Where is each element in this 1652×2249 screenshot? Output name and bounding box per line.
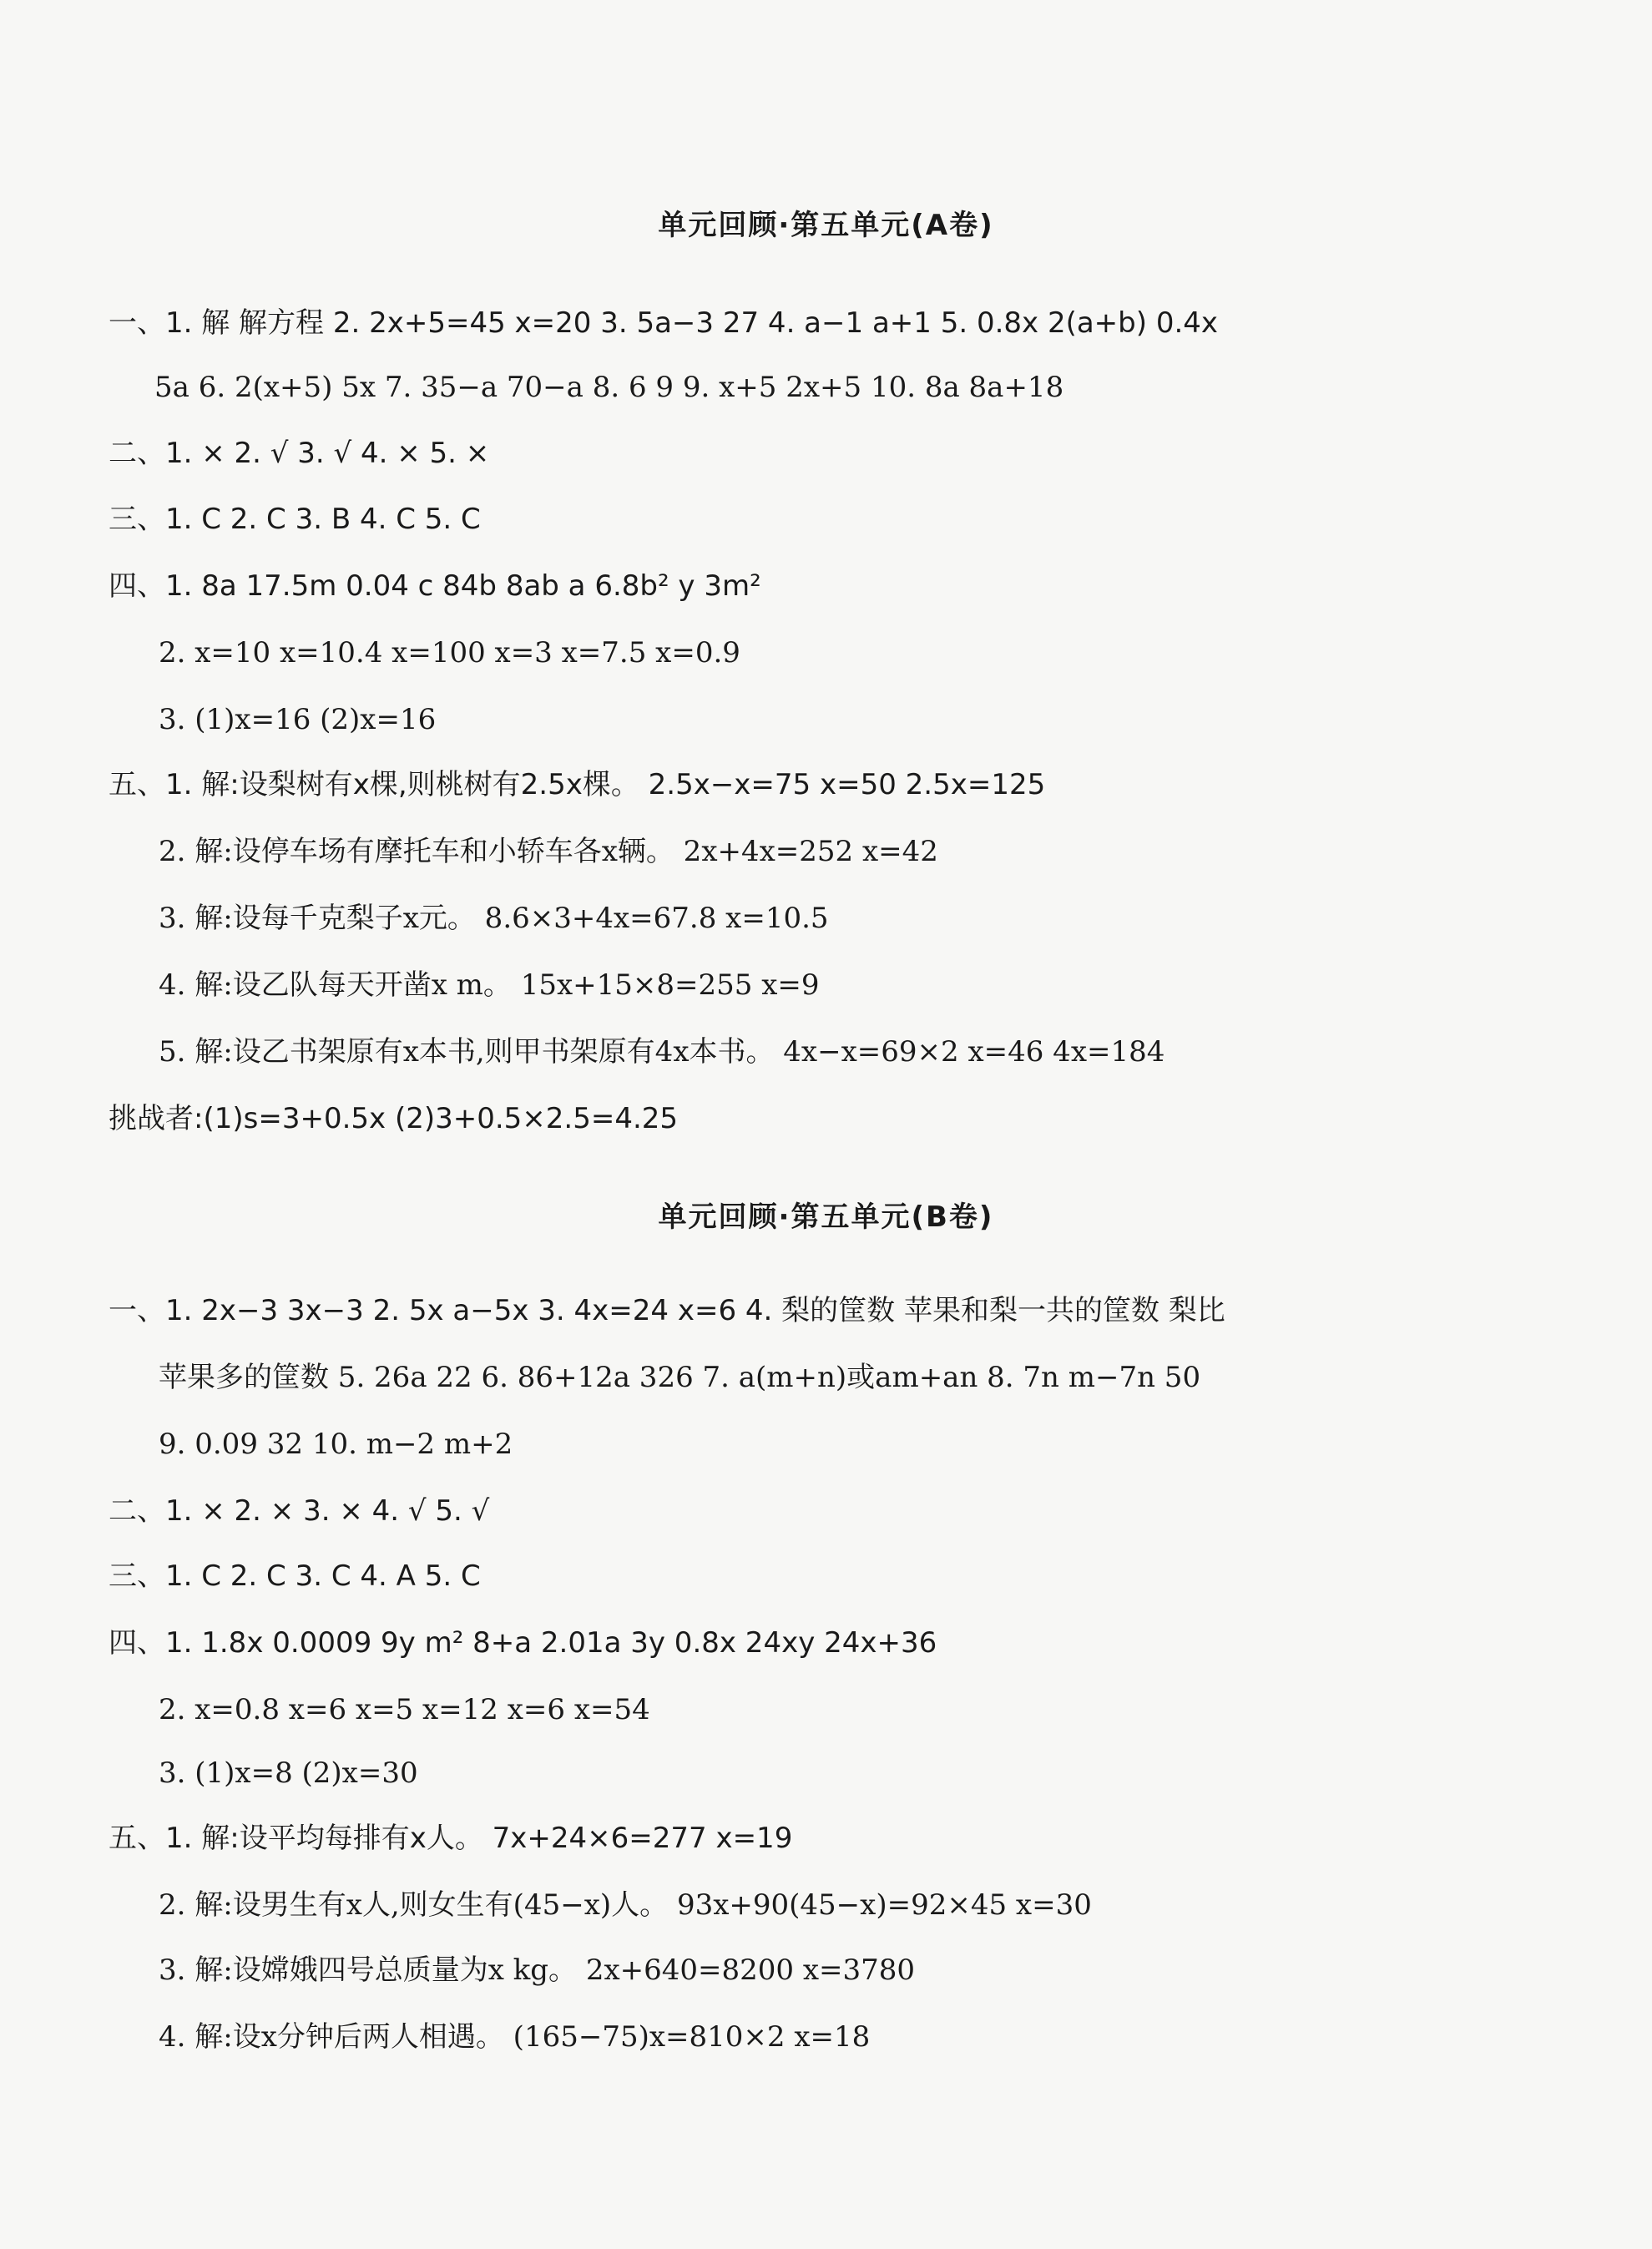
a-line-12: 5. 解:设乙书架原有x本书,则甲书架原有4x本书。 4x−x=69×2 x=46 4x=184 [159,1035,1165,1069]
b-line-11: 3. 解:设嫦娥四号总质量为x kg。 2x+640=8200 x=3780 [159,1953,916,1987]
a-line-8: 五、1. 解:设梨树有x棵,则桃树有2.5x棵。 2.5x−x=75 x=50 2.5x=125 [109,768,1046,801]
b-line-1: 一、1. 2x−3 3x−3 2. 5x a−5x 3. 4x=24 x=6 4. 梨的筐数 苹果和梨一共的筐数 梨比 [109,1294,1225,1327]
a-line-2: 5a 6. 2(x+5) 5x 7. 35−a 70−a 8. 6 9 9. x+5 2x+5 10. 8a 8a+18 [154,371,1064,404]
section-a-title: 单元回顾·第五单元(A卷) [658,209,994,242]
a-line-6: 2. x=10 x=10.4 x=100 x=3 x=7.5 x=0.9 [159,636,740,670]
b-line-4: 二、1. × 2. × 3. × 4. √ 5. √ [109,1494,490,1528]
a-line-11: 4. 解:设乙队每天开凿x m。 15x+15×8=255 x=9 [159,968,820,1002]
a-line-13: 挑战者:(1)s=3+0.5x (2)3+0.5×2.5=4.25 [109,1102,679,1135]
a-line-10: 3. 解:设每千克梨子x元。 8.6×3+4x=67.8 x=10.5 [159,902,829,935]
b-line-5: 三、1. C 2. C 3. C 4. A 5. C [109,1559,481,1593]
a-line-7: 3. (1)x=16 (2)x=16 [159,703,437,736]
b-line-9: 五、1. 解:设平均每排有x人。 7x+24×6=277 x=19 [109,1822,793,1855]
a-line-1: 一、1. 解 解方程 2. 2x+5=45 x=20 3. 5a−3 27 4. a−1 a+1 5. 0.8x 2(a+b) 0.4x [109,306,1219,340]
a-line-5: 四、1. 8a 17.5m 0.04 c 84b 8ab a 6.8b² y 3m² [109,569,761,603]
b-line-3: 9. 0.09 32 10. m−2 m+2 [159,1428,513,1461]
b-line-6: 四、1. 1.8x 0.0009 9y m² 8+a 2.01a 3y 0.8x 24xy 24x+36 [109,1626,937,1660]
section-b-title: 单元回顾·第五单元(B卷) [658,1200,994,1234]
a-line-9: 2. 解:设停车场有摩托车和小轿车各x辆。 2x+4x=252 x=42 [159,835,938,868]
b-line-8: 3. (1)x=8 (2)x=30 [159,1756,418,1790]
a-line-3: 二、1. × 2. √ 3. √ 4. × 5. × [109,437,490,470]
b-line-7: 2. x=0.8 x=6 x=5 x=12 x=6 x=54 [159,1693,650,1726]
b-line-10: 2. 解:设男生有x人,则女生有(45−x)人。 93x+90(45−x)=92×45 x=30 [159,1888,1092,1922]
b-line-2: 苹果多的筐数 5. 26a 22 6. 86+12a 326 7. a(m+n)或am+an 8. 7n m−7n 50 [159,1361,1201,1394]
a-line-4: 三、1. C 2. C 3. B 4. C 5. C [109,503,481,536]
b-line-12: 4. 解:设x分钟后两人相遇。 (165−75)x=810×2 x=18 [159,2020,871,2054]
